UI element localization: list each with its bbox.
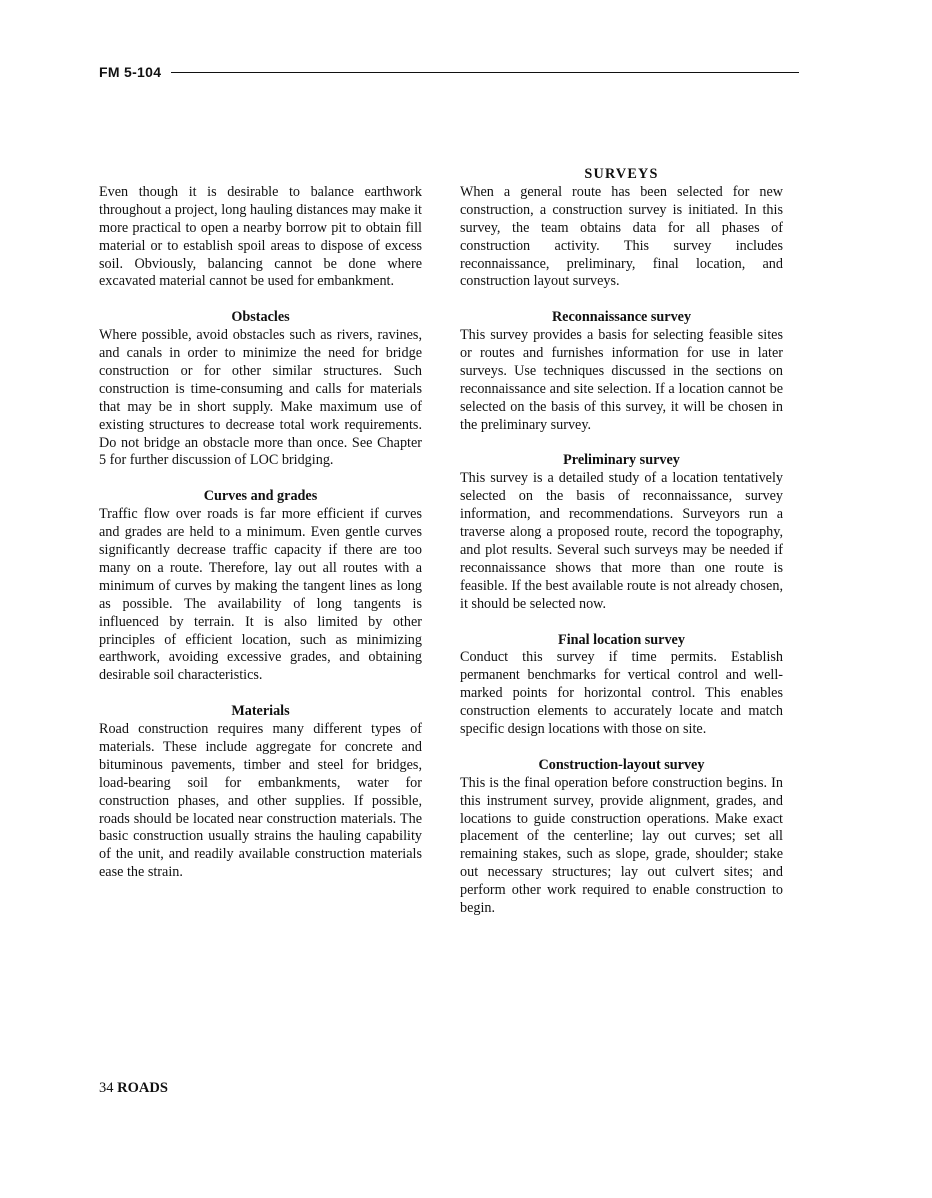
page-number: 34 — [99, 1080, 114, 1096]
materials-heading: Materials — [231, 703, 290, 720]
left-column — [99, 166, 422, 882]
spacer — [99, 166, 422, 184]
surveys-paragraph: When a general route has been selected for new construction, a construction survey is initiated. In this survey, the team obtains data for all phases of construction activity. This survey includes reconnaissance, preliminary, final location, and construction layout surveys. — [460, 183, 783, 290]
final-location-heading: Final location survey — [558, 631, 685, 648]
construction-layout-paragraph: This is the final operation before construction begins. In this instrument survey, provide alignment, grades, and locations to guide construction operations. Make exact placement of the centerline; lay out curves; set all remaining stakes, such as slope, grade, shoulder; stake out necessary structures; lay out culvert sites; and perform other work required to enable construction to begin. — [460, 774, 783, 917]
reconnaissance-paragraph: This survey provides a basis for selecting feasible sites or routes and furnishes information for use in later surveys. Use techniques discussed in the sections on reconnaissance and site selection. If a location cannot be selected on the basis of this survey, it will be chosen in the preliminary survey. — [460, 327, 783, 433]
construction-layout-heading: Construction-layout survey — [538, 756, 705, 773]
preliminary-paragraph: This survey is a detailed study of a location tentatively selected on the basis of reconnaissance, survey information, and recommendations. Surveyors run a traverse along a proposed route, record the topography, and plot results. Several such surveys may be needed if reconnaissance shows that more than one route is feasible. If the best available route is not already chosen, it should be selected now. — [460, 470, 783, 612]
surveys-heading: SURVEYS — [584, 166, 659, 182]
right-column — [460, 166, 783, 918]
intro-paragraph: Even though it is desirable to balance earthwork throughout a project, long hauling distances may make it more practical to open a nearby borrow pit to obtain fill material or to establish spoil areas to dispose of excess soil. Obviously, balancing cannot be done where excavated material cannot be used for embankment. — [99, 183, 422, 290]
running-header — [99, 60, 799, 84]
chapter-title: ROADS — [117, 1080, 168, 1096]
final-location-paragraph: Conduct this survey if time permits. Establish permanent benchmarks for vertical control and well-marked points for horizontal control. This enables construction elements to accurately locate and match specific design locations with those on site. — [460, 649, 783, 738]
header-rule — [171, 72, 799, 73]
materials-paragraph: Road construction requires many different types of materials. These include aggregate for concrete and bituminous pavements, timber and steel for bridges, load-bearing soil for embankments, water for construction phases, and other supplies. If possible, roads should be located near construction materials. The basic construction usually strains the hauling capability of the unit, and readily available construction materials ease the strain. — [99, 721, 422, 881]
obstacles-heading: Obstacles — [231, 309, 290, 326]
preliminary-heading: Preliminary survey — [563, 452, 680, 469]
reconnaissance-heading: Reconnaissance survey — [551, 309, 692, 326]
curves-grades-paragraph: Traffic flow over roads is far more efficient if curves and grades are held to a minimum. Even gentle curves significantly decrease traffic capacity if there are too many on a route. Therefore, lay out all routes with a minimum of curves by making the tangent lines as long as possible. The availability of long tangents is influenced by terrain. It is also limited by other principles of efficient location, such as minimizing earthwork, avoiding excessive grades, and obtaining desirable soil characteristics. — [99, 506, 422, 684]
obstacles-paragraph: Where possible, avoid obstacles such as rivers, ravines, and canals in order to minimize the need for bridge construction or for other similar structures. Such construction is time-consuming and calls for materials that may be in short supply. Make maximum use of existing structures to decrease total work requirements. Do not bridge an obstacle more than once. See Chapter 5 for further discussion of LOC bridging. — [99, 327, 422, 469]
curves-grades-heading: Curves and grades — [203, 488, 318, 505]
document-code: FM 5-104 — [99, 64, 162, 80]
page-footer — [99, 1080, 168, 1097]
